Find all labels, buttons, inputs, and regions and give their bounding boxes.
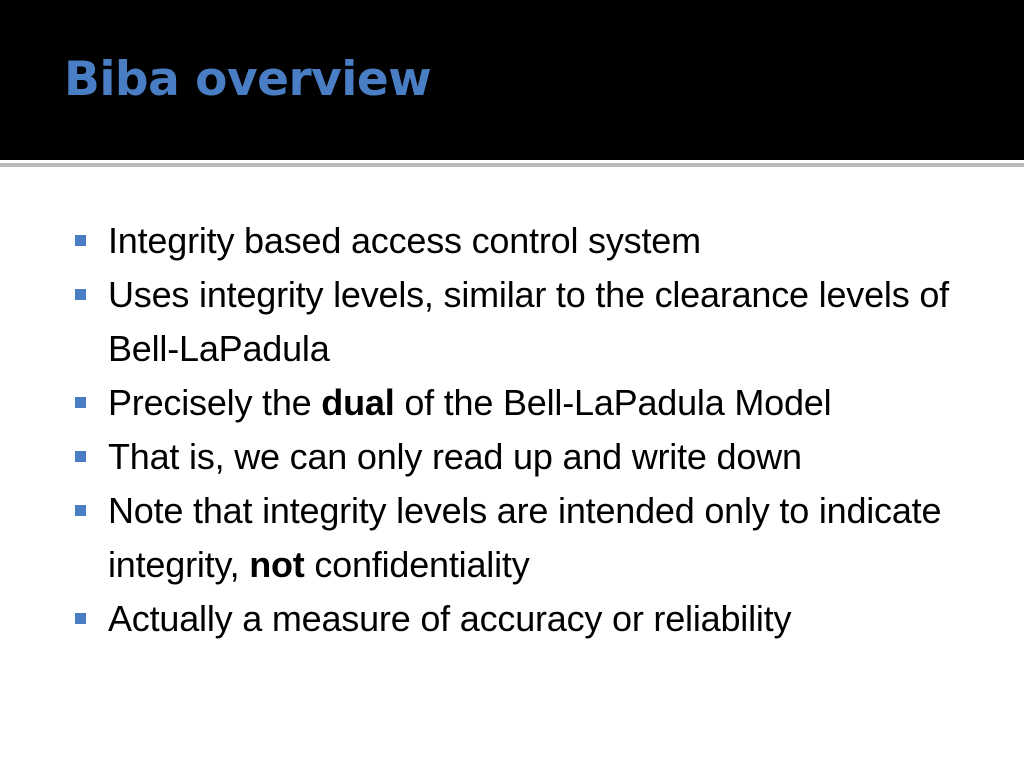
bullet-text: Precisely the dual of the Bell-LaPadula Model — [108, 382, 832, 423]
square-bullet-icon — [75, 505, 86, 516]
bullet-item — [72, 214, 1002, 268]
bullet-text: Integrity based access control system — [108, 220, 701, 261]
bullet-item — [72, 376, 1002, 430]
bold-emphasis: not — [249, 544, 305, 585]
bullet-text: That is, we can only read up and write down — [108, 436, 802, 477]
title-bar — [0, 0, 1024, 160]
square-bullet-icon — [75, 235, 86, 246]
bullet-item — [72, 484, 1002, 592]
bullet-text: Uses integrity levels, similar to the clearance levels of Bell-LaPadula — [108, 274, 949, 369]
bullet-text: Note that integrity levels are intended only to indicate integrity, not confidentiality — [108, 490, 942, 585]
square-bullet-icon — [75, 451, 86, 462]
bullet-item — [72, 592, 1002, 646]
square-bullet-icon — [75, 613, 86, 624]
bullet-text: Actually a measure of accuracy or reliability — [108, 598, 792, 639]
square-bullet-icon — [75, 397, 86, 408]
bullet-item — [72, 430, 1002, 484]
bullet-list — [72, 214, 1002, 646]
slide-title: Biba overview — [64, 52, 432, 107]
bold-emphasis: dual — [321, 382, 395, 423]
square-bullet-icon — [75, 289, 86, 300]
bullet-item — [72, 268, 1002, 376]
title-divider — [0, 163, 1024, 167]
